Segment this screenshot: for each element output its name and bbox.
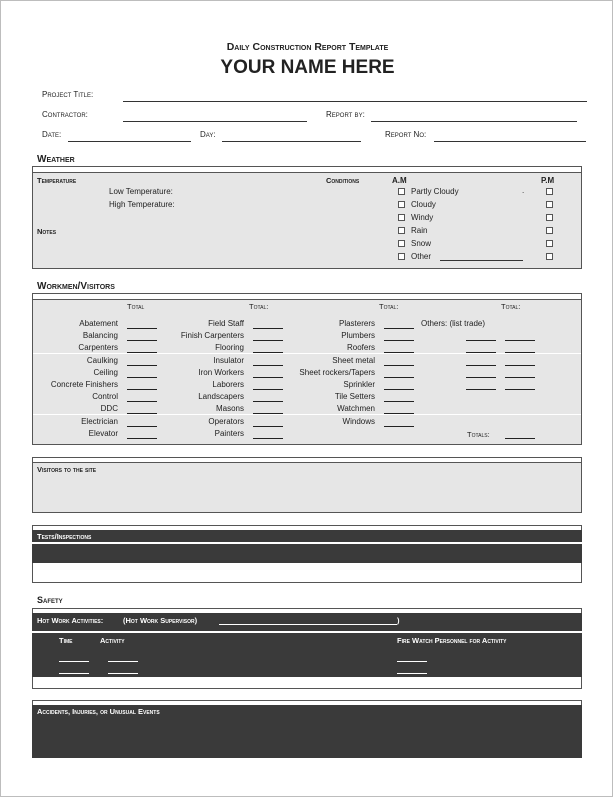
totals-field[interactable]: [505, 438, 535, 439]
tests-dark-row[interactable]: [32, 544, 582, 563]
fire-watch-field-1[interactable]: [397, 661, 427, 662]
trade-label: Flooring: [215, 343, 244, 352]
other-trade-field[interactable]: [466, 377, 496, 378]
trade-count-field[interactable]: [127, 328, 157, 329]
other-trade-field[interactable]: [505, 377, 535, 378]
report-no-field[interactable]: [434, 141, 586, 142]
trade-count-field[interactable]: [384, 377, 414, 378]
hot-work-supervisor-field[interactable]: [219, 624, 397, 625]
time-label: Time: [59, 636, 73, 645]
notes-label: Notes: [37, 227, 57, 236]
time-field-2[interactable]: [59, 673, 89, 674]
trade-count-field[interactable]: [384, 352, 414, 353]
pm-checkbox[interactable]: [546, 214, 553, 221]
trade-count-field[interactable]: [384, 401, 414, 402]
other-trade-field[interactable]: [466, 352, 496, 353]
template-title: Daily Construction Report Template: [226, 41, 389, 53]
tests-header-bar: [32, 530, 582, 542]
other-trade-field[interactable]: [466, 340, 496, 341]
trade-label: Field Staff: [208, 319, 244, 328]
trade-count-field[interactable]: [127, 413, 157, 414]
high-temp-label: High Temperature:: [109, 200, 175, 209]
pm-checkbox[interactable]: [546, 227, 553, 234]
am-checkbox[interactable]: [398, 240, 405, 247]
pm-checkbox[interactable]: [546, 188, 553, 195]
trade-count-field[interactable]: [127, 340, 157, 341]
totals-label: Totals:: [467, 430, 490, 439]
other-trade-field[interactable]: [466, 389, 496, 390]
total-label-2: Total:: [249, 302, 269, 311]
fire-watch-label: Fire Watch Personnel for Activity: [397, 636, 507, 645]
am-checkbox[interactable]: [398, 253, 405, 260]
weather-option-label: Partly Cloudy: [411, 187, 459, 196]
date-label: Date:: [42, 130, 62, 139]
trade-count-field[interactable]: [253, 413, 283, 414]
trade-count-field[interactable]: [384, 365, 414, 366]
activity-field-2[interactable]: [108, 673, 138, 674]
trade-label: Laborers: [212, 380, 244, 389]
low-temp-label: Low Temperature:: [109, 187, 173, 196]
trade-count-field[interactable]: [253, 352, 283, 353]
trade-label: Control: [92, 392, 118, 401]
trade-label: Concrete Finishers: [50, 380, 118, 389]
tests-white-row[interactable]: [32, 563, 582, 583]
others-label: Others: (list trade): [421, 319, 486, 328]
pm-checkbox[interactable]: [546, 253, 553, 260]
visitors-heading: Visitors to the site: [37, 465, 97, 474]
trade-label: Plumbers: [341, 331, 375, 340]
pm-checkbox[interactable]: [546, 240, 553, 247]
weather-option-label: Windy: [411, 213, 434, 222]
dot-mark: .: [522, 186, 525, 195]
am-checkbox[interactable]: [398, 214, 405, 221]
trade-count-field[interactable]: [253, 377, 283, 378]
trade-label: Tile Setters: [334, 392, 375, 401]
trade-count-field[interactable]: [384, 426, 414, 427]
trade-label: Balancing: [82, 331, 118, 340]
total-label-4: Total:: [501, 302, 521, 311]
weather-heading: Weather: [37, 154, 75, 165]
am-checkbox[interactable]: [398, 227, 405, 234]
trade-count-field[interactable]: [127, 365, 157, 366]
activity-field-1[interactable]: [108, 661, 138, 662]
workmen-divider-1: [33, 353, 581, 354]
trade-label: Painters: [214, 429, 244, 438]
trade-label: Operators: [208, 417, 244, 426]
hot-work-bar: [32, 613, 582, 631]
report-by-field[interactable]: [371, 121, 577, 122]
trade-label: Ceiling: [93, 368, 118, 377]
trade-label: Iron Workers: [198, 368, 244, 377]
weather-option-label: Snow: [411, 239, 432, 248]
trade-count-field[interactable]: [253, 438, 283, 439]
weather-option-label: Other: [411, 252, 432, 261]
weather-option-label: Rain: [411, 226, 428, 235]
safety-heading: Safety: [37, 595, 63, 605]
trade-label: Roofers: [346, 343, 375, 352]
total-label-3: Total:: [379, 302, 399, 311]
trade-count-field[interactable]: [127, 352, 157, 353]
other-weather-field[interactable]: [440, 260, 523, 261]
am-checkbox[interactable]: [398, 188, 405, 195]
workmen-heading: Workmen/Visitors: [37, 281, 115, 292]
report-no-label: Report No:: [385, 130, 427, 139]
trade-label: Landscapers: [198, 392, 244, 401]
trade-label: Plasterers: [338, 319, 375, 328]
other-trade-field[interactable]: [505, 365, 535, 366]
fire-watch-field-2[interactable]: [397, 673, 427, 674]
trade-count-field[interactable]: [384, 328, 414, 329]
other-trade-field[interactable]: [505, 352, 535, 353]
trade-label: Elevator: [88, 429, 118, 438]
trade-count-field[interactable]: [253, 365, 283, 366]
trade-count-field[interactable]: [127, 426, 157, 427]
workmen-divider-2: [33, 414, 581, 415]
pm-label: P.M: [541, 176, 555, 185]
day-field[interactable]: [222, 141, 361, 142]
other-trade-field[interactable]: [466, 365, 496, 366]
report-by-label: Report by:: [326, 110, 365, 119]
am-label: A.M: [392, 176, 407, 185]
hot-work-close-paren: ): [397, 616, 400, 625]
trade-count-field[interactable]: [384, 340, 414, 341]
other-trade-field[interactable]: [505, 340, 535, 341]
hot-work-supervisor-label: (Hot Work Supervisor): [123, 616, 198, 625]
hot-work-label: Hot Work Activities:: [37, 616, 104, 625]
hot-work-footer-row: [32, 677, 582, 689]
trade-count-field[interactable]: [127, 438, 157, 439]
trade-label: Electrician: [81, 417, 118, 426]
trade-label: Watchmen: [337, 404, 375, 413]
pm-checkbox[interactable]: [546, 201, 553, 208]
trade-count-field[interactable]: [253, 340, 283, 341]
day-label: Day:: [200, 130, 216, 139]
trade-label: Sheet rockers/Tapers: [299, 368, 375, 377]
activity-label: Activity: [100, 636, 125, 645]
tests-heading: Tests/Inspections: [37, 532, 92, 541]
trade-count-field[interactable]: [127, 389, 157, 390]
trade-count-field[interactable]: [253, 426, 283, 427]
trade-label: Sheet metal: [332, 356, 375, 365]
am-checkbox[interactable]: [398, 201, 405, 208]
trade-count-field[interactable]: [384, 389, 414, 390]
trade-label: Masons: [215, 404, 244, 413]
project-title-label: Project Title:: [42, 90, 94, 99]
trade-label: Caulking: [86, 356, 118, 365]
trade-label: Insulator: [213, 356, 244, 365]
trade-count-field[interactable]: [253, 328, 283, 329]
trade-count-field[interactable]: [253, 401, 283, 402]
total-label-1: Total: [127, 302, 145, 311]
trade-label: Abatement: [79, 319, 118, 328]
trade-count-field[interactable]: [127, 401, 157, 402]
temperature-label: Temperature: [37, 176, 77, 185]
trade-count-field[interactable]: [253, 389, 283, 390]
date-field[interactable]: [68, 141, 191, 142]
trade-label: Carpenters: [78, 343, 118, 352]
trade-label: Finish Carpenters: [180, 331, 244, 340]
trade-count-field[interactable]: [384, 413, 414, 414]
company-name: YOUR NAME HERE: [220, 57, 395, 78]
visitors-box[interactable]: [32, 462, 582, 513]
weather-option-label: Cloudy: [411, 200, 436, 209]
trade-label: Sprinkler: [343, 380, 375, 389]
conditions-label: Conditions: [326, 176, 360, 185]
project-title-field[interactable]: [123, 101, 587, 102]
contractor-label: Contractor:: [42, 110, 88, 119]
time-field-1[interactable]: [59, 661, 89, 662]
other-trade-field[interactable]: [505, 389, 535, 390]
contractor-field[interactable]: [123, 121, 307, 122]
accidents-heading: Accidents, Injuries, or Unusual Events: [37, 707, 160, 716]
trade-label: DDC: [100, 404, 118, 413]
trade-label: Windows: [342, 417, 375, 426]
trade-count-field[interactable]: [127, 377, 157, 378]
